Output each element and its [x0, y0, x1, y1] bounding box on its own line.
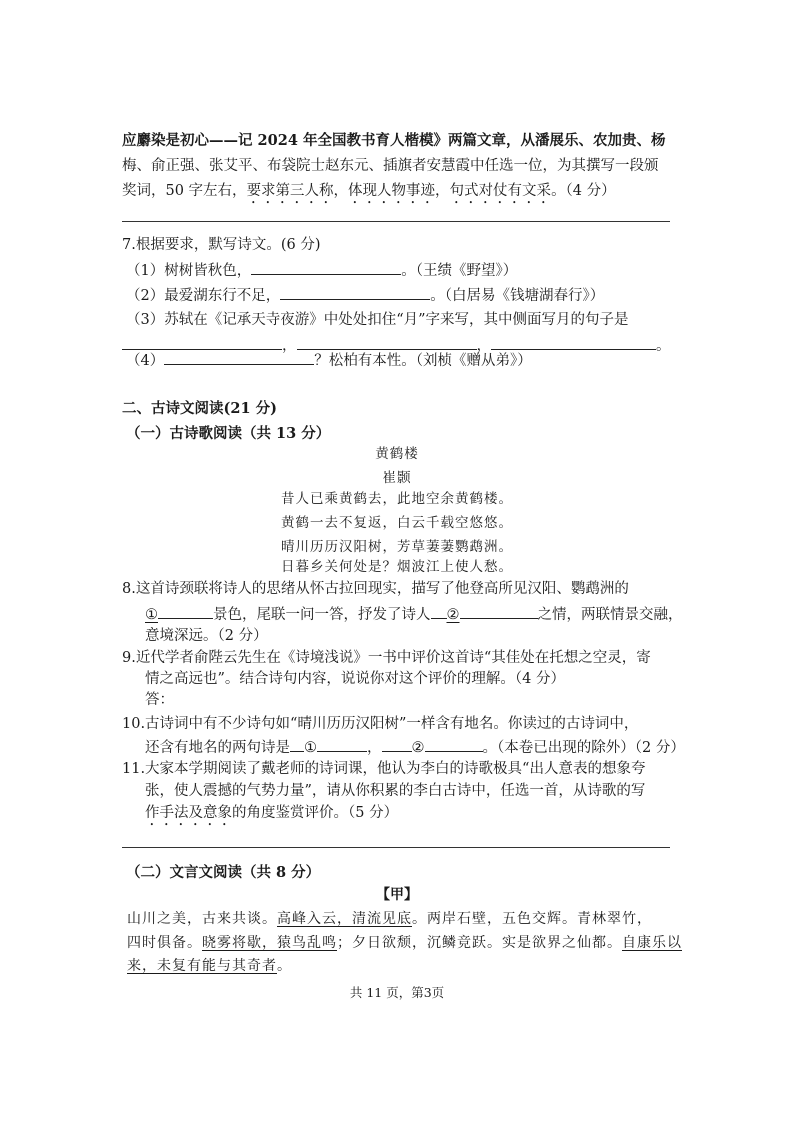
classical-2c: ；夕日欲颓，沉鳞竞跃。实是欲界之仙都。 — [337, 935, 622, 951]
section-2-sub-1 — [126, 424, 330, 444]
q8-mark-1: ① — [145, 607, 158, 623]
q10-blank-2[interactable] — [425, 737, 483, 752]
intro-line-1 — [122, 131, 665, 151]
q7-blank-3b[interactable] — [297, 335, 477, 350]
page-footer: 共 11 页，第3页 — [349, 985, 445, 1000]
intro-line-2 — [122, 156, 659, 176]
section-2-title-text: 二、古诗文阅读(21 分) — [122, 400, 277, 417]
q8-text-2: 景色，尾联一问一答，抒发了诗人 — [213, 607, 431, 623]
intro-line-3 — [122, 181, 616, 207]
intro-text-1: 应麝染是初心——记 2024 年全国教书育人楷模》两篇文章，从潘展乐、农加贵、杨 — [122, 132, 666, 149]
section-2b-title-text: （二）文言文阅读（共 8 分） — [126, 864, 321, 881]
q7-title — [122, 235, 320, 255]
q10-line-1 — [122, 714, 638, 734]
q7-blank-2[interactable] — [280, 285, 430, 300]
q8-mark-2: ② — [446, 607, 460, 623]
classical-2b: 晓雾将歇，猿鸟乱鸣 — [202, 935, 337, 951]
intro-text-3c: 。（4 分） — [551, 183, 616, 199]
q10-mark-2: ② — [411, 740, 425, 756]
q8-text-3: 之情，两联情景交融， — [537, 607, 683, 623]
q8-line-2 — [145, 604, 683, 625]
q7-item-2-prompt: （2）最爱湖东行不足， — [126, 288, 281, 304]
q7-blank-3a[interactable] — [122, 335, 282, 350]
classical-line-3 — [127, 956, 292, 976]
q10-blank-1[interactable] — [317, 737, 367, 752]
q11-answer-line[interactable] — [122, 847, 670, 848]
q8-line-3 — [145, 626, 268, 646]
section-2b-title — [126, 863, 320, 883]
q7-item-1-source: 。（王绩《野望》） — [401, 263, 518, 279]
q11-text-3a: 作手法及意象 — [145, 805, 232, 821]
q10-text-1: 10.古诗词中有不少诗句如“晴川历历汉阳树”一样含有地名。你读过的古诗词中， — [122, 716, 639, 732]
q7-blank-1[interactable] — [251, 260, 401, 275]
poem-title: 黄鹤楼 — [375, 446, 419, 462]
q11-line-2 — [145, 781, 645, 801]
classical-line-1 — [127, 909, 652, 929]
q11-text-1: 11.大家本学期阅读了戴老师的诗词课，他认为李白的诗歌极具“出人意表的想象夸 — [122, 761, 646, 777]
q8-blank-1[interactable] — [158, 604, 213, 619]
q11-text-2: 张，使人震撼的气势力量”，请从你积累的李白古诗中，任选一首，从诗歌的写 — [145, 783, 646, 799]
section-2-title — [122, 399, 277, 419]
q7-blank-4[interactable] — [164, 350, 314, 365]
poem-author: 崔颢 — [382, 470, 412, 486]
q10-text-2: 还含有地名的两句诗是 — [145, 740, 290, 756]
q7-item-3 — [126, 310, 629, 330]
q7-item-1-prompt: （1）树树皆秋色， — [126, 263, 252, 279]
poem-line-2: 黄鹤一去不复返，白云千载空悠悠。 — [281, 515, 513, 531]
passage-jia-label: 【甲】 — [376, 887, 418, 903]
intro-text-3a: 奖词，50 字左右， — [122, 183, 247, 199]
q10-mark-1: ① — [304, 740, 317, 756]
intro-text-2: 梅、俞正强、张艾平、布袋院士赵东元、插旗者安慧霞中任选一位，为其撰写一段颁 — [122, 158, 659, 174]
q7-item-3-prompt: （3）苏轼在《记承天寺夜游》中处处扣住“月”字来写，其中侧面写月的句子是 — [126, 312, 629, 328]
poem-line-4: 日暮乡关何处是？烟波江上使人愁。 — [281, 559, 513, 575]
q10-line-2 — [145, 737, 685, 758]
q7-item-1 — [126, 260, 517, 281]
classical-1c: 。两岸石壁，五色交辉。青林翠竹， — [412, 911, 652, 927]
q7-item-4 — [126, 350, 532, 371]
q8-text-1: 8.这首诗颈联将诗人的思绪从怀古拉回现实，描写了他登高所见汉阳、鹦鹉洲的 — [122, 581, 629, 597]
poem-line-3: 晴川历历汉阳树，芳草萋萋鹦鹉洲。 — [281, 539, 513, 555]
section-2-sub-1-text: （一）古诗歌阅读（共 13 分） — [126, 425, 331, 442]
classical-3: 来，未复有能与其奇者 — [127, 958, 277, 974]
classical-2d: 自康乐以 — [622, 935, 682, 951]
q11-line-3 — [145, 803, 398, 829]
q7-item-4-prompt: （4） — [126, 353, 165, 369]
classical-3-end: 。 — [277, 958, 292, 974]
q7-blank-3c[interactable] — [491, 335, 656, 350]
q7-title-text: 7.根据要求，默写诗文。(6 分) — [122, 237, 321, 253]
intro-text-3b: 要求第三人称，体现人物事迹，句式对仗有文采 — [246, 183, 552, 199]
classical-1a: 山川之美，古来共谈。 — [127, 911, 277, 927]
q7-item-2 — [126, 285, 604, 306]
q7-item-4-source: ？松柏有本性。（刘桢《赠从弟》） — [314, 353, 532, 369]
q10-blank-2a[interactable] — [382, 737, 412, 752]
classical-1b: 高峰入云，清流见底 — [277, 911, 412, 927]
q10-text-3: 。（本卷已出现的除外）（2 分） — [482, 740, 685, 756]
q8-text-4: 意境深远。（2 分） — [145, 628, 268, 644]
q9-answer[interactable] — [145, 690, 174, 710]
classical-line-2 — [127, 933, 682, 953]
classical-2a: 四时俱备。 — [127, 935, 202, 951]
q8-blank-2[interactable] — [460, 604, 538, 619]
q11-text-3b: 的角度鉴赏评价。（5 分） — [232, 805, 399, 821]
q9-line-2 — [145, 669, 565, 689]
q11-line-1 — [122, 759, 645, 779]
q9-text-1: 9.近代学者俞陛云先生在《诗境浅说》一书中评价这首诗“其佳处在托想之空灵，寄 — [122, 650, 651, 666]
q9-line-1 — [122, 648, 651, 668]
poem-line-1: 昔人已乘黄鹤去，此地空余黄鹤楼。 — [281, 491, 513, 507]
q9-answer-label: 答： — [145, 692, 174, 708]
q10-sep: ， — [367, 740, 382, 756]
q8-blank-2a[interactable] — [431, 604, 447, 619]
q10-blank-1a[interactable] — [290, 737, 304, 752]
answer-line[interactable] — [122, 221, 670, 222]
q7-sep-2: ， — [476, 338, 491, 354]
q8-line-1 — [122, 579, 629, 599]
q7-sep-1: ， — [282, 338, 297, 354]
q7-sep-3: 。 — [656, 338, 671, 354]
q7-item-2-source: 。（白居易《钱塘湖春行》） — [430, 288, 605, 304]
q9-text-2: 情之高远也”。结合诗句内容，说说你对这个评价的理解。（4 分） — [145, 671, 565, 687]
